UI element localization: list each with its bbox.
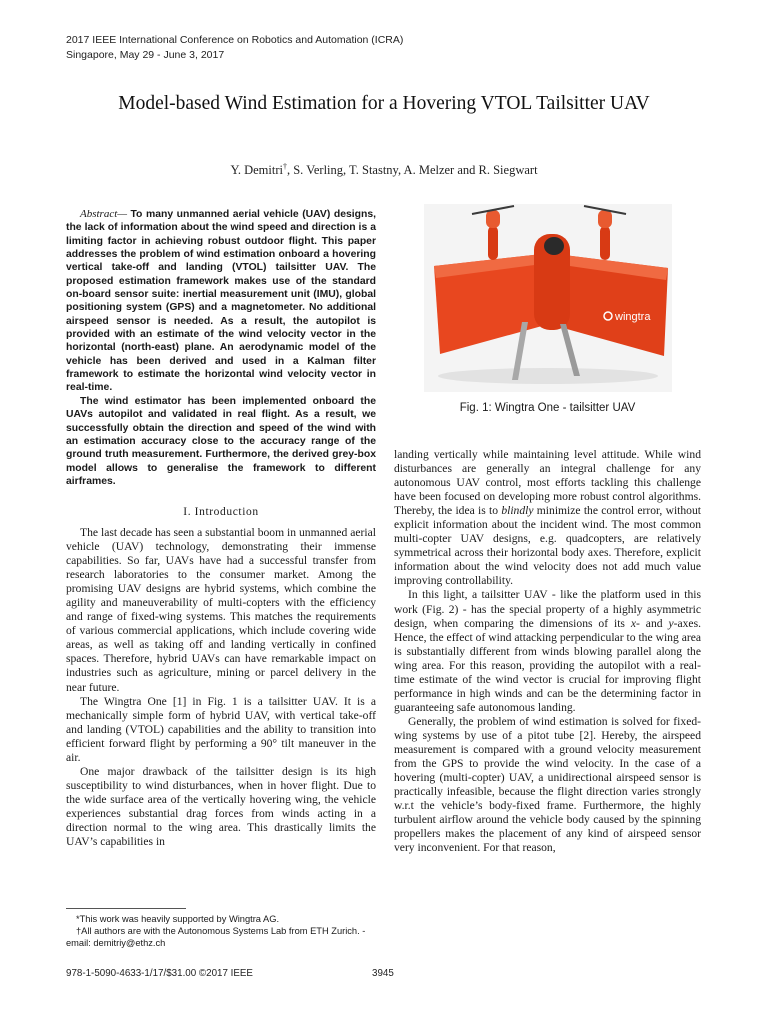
footer-isbn: 978-1-5090-4633-1/17/$31.00 ©2017 IEEE xyxy=(66,968,253,979)
uav-illustration xyxy=(424,204,672,392)
section-heading-introduction: I. Introduction xyxy=(183,506,259,518)
figure-caption: Fig. 1: Wingtra One - tailsitter UAV xyxy=(459,402,636,414)
emphasis-blindly: blindly xyxy=(501,504,534,518)
wingtra-logo-text: wingtra xyxy=(615,311,651,323)
footnotes xyxy=(66,908,376,949)
footnote-rule xyxy=(66,908,186,909)
intro-paragraph-3: One major drawback of the tailsitter design is its high susceptibility to wind disturbances, when in hover flight. Due to the wide surface area of the vertically hovering wing, the vehicle experiences substantial drag forces from winds acting in a direction normal to the wing area. This drastically limits the UAV’s capabilities in xyxy=(66,764,376,849)
footnote-2: †All authors are with the Autonomous Systems Lab from ETH Zurich. - email: demitriy@ethz.ch xyxy=(66,926,366,948)
author-list xyxy=(40,162,728,178)
right-paragraph-3: Generally, the problem of wind estimation is solved for fixed-wing systems by use of a pitot tube [2]. Hereby, the airspeed measurement is compared with a ground velocity measurement from the GPS to provide the wind velocity. In the case of a hovering (multi-copter) UAV, a unidirectional airspeed sensor is practically infeasible, because the flight direction varies strongly w.r.t the vehicle’s body-fixed frame. Furthermore, the highly turbulent airflow around the vehicle body caused by the spinning propellers makes the placement of any kind of airspeed sensor very inconvenient. For that reason, xyxy=(394,714,701,855)
abstract-label: Abstract— xyxy=(80,208,131,220)
first-author: Y. Demitri xyxy=(230,163,283,178)
conference-location: Singapore, May 29 - June 3, 2017 xyxy=(66,49,225,61)
abstract xyxy=(66,208,376,488)
intro-paragraph-1: The last decade has seen a substantial boom in unmanned aerial vehicle (UAV) technology, demonstrating their immense capabilities. So far, UAVs have had a successful transfer from research laboratories to the consumer market. Among the promising UAV designs are hybrid systems, which combine the agility and maneuverability of multi-copters with the efficiency and range of fixed-wing systems. This matches the requirements of various commercial applications, which include covering wide areas, as well as taking off and landing vertically in confined spaces. Therefore, hybrid UAVs can have remarkable impact on industries such as agriculture, mining or parcel delivery in the near future. xyxy=(66,526,376,694)
abstract-paragraph-2: The wind estimator has been implemented onboard the UAVs autopilot and validated in real flight. As a result, we successfully obtain the direction and speed of the wind with an estimation accuracy close to the accuracy range of the ground truth measurement. Furthermore, the derived grey-box model allows to generalise the framework to different airframes. xyxy=(66,395,376,487)
dagger-mark: † xyxy=(282,162,287,171)
right-paragraph-1: landing vertically while maintaining level attitude. While wind disturbances are generally an integral challenge for any autonomous UAV control, most efforts tackling this challenge have been focused on developing more robust control algorithms. Thereby, the idea is to blindly minimize the control error, without explicit information about the incident wind. The most common multi-copter UAV designs, e.g. quadcopters, are relatively symmetrical across their horizontal body axes. Therefore, explicit information about the wind velocity does not add much value improving controllability. xyxy=(394,448,701,588)
page-number: 3945 xyxy=(372,968,394,979)
figure-uav-photo xyxy=(424,204,672,392)
introduction-body xyxy=(66,526,376,849)
other-authors: , S. Verling, T. Stastny, A. Melzer and R. Siegwart xyxy=(286,163,538,178)
conference-header xyxy=(66,33,403,63)
conference-name: 2017 IEEE International Conference on Robotics and Automation (ICRA) xyxy=(66,34,404,46)
intro-paragraph-2: The Wingtra One [1] in Fig. 1 is a tailsitter UAV. It is a mechanically simple form of hybrid UAV, with vertical take-off and landing (VTOL) capabilities and the ability to transition into efficient forward flight by performing a 90° tilt maneuver in the air. xyxy=(66,694,376,764)
footnote-1: *This work was heavily supported by Wingtra AG. xyxy=(76,914,280,924)
abstract-paragraph-1: To many unmanned aerial vehicle (UAV) designs, the lack of information about the wind speed and direction is a limiting factor in achieving robust outdoor flight. This paper addresses the problem of wind estimation onboard a hovering vertical take-off and landing (VTOL) tailsitter UAV. The proposed estimation framework makes use of the standard on-board sensor suite: inertial measurement unit (IMU), global positioning system (GPS) and a magnetometer. No additional airspeed sensor is needed. As a result, the autopilot is provided with an estimate of the wind velocity vector in the horizontal (north-east) plane. An aerodynamic model of the vehicle has been derived and used in a Kalman filter framework to estimate the horizontal wind velocity vector in real-time. xyxy=(66,209,377,394)
paper-title: Model-based Wind Estimation for a Hovering VTOL Tailsitter UAV xyxy=(118,93,650,114)
right-paragraph-2: In this light, a tailsitter UAV - like the platform used in this work (Fig. 2) - has the special property of a highly asymmetric design, when comparing the dimensions of its x- and y-axes. Hence, the effect of wind attacking perpendicular to the wing area is substantially different from winds blowing parallel along the wing area. For this reason, providing the autopilot with a real-time estimate of the wind vector is crucial for improving flight performance in high winds and can be the determining factor in guaranteeing safe autonomous landing. xyxy=(394,588,701,714)
right-column-body xyxy=(394,448,701,855)
